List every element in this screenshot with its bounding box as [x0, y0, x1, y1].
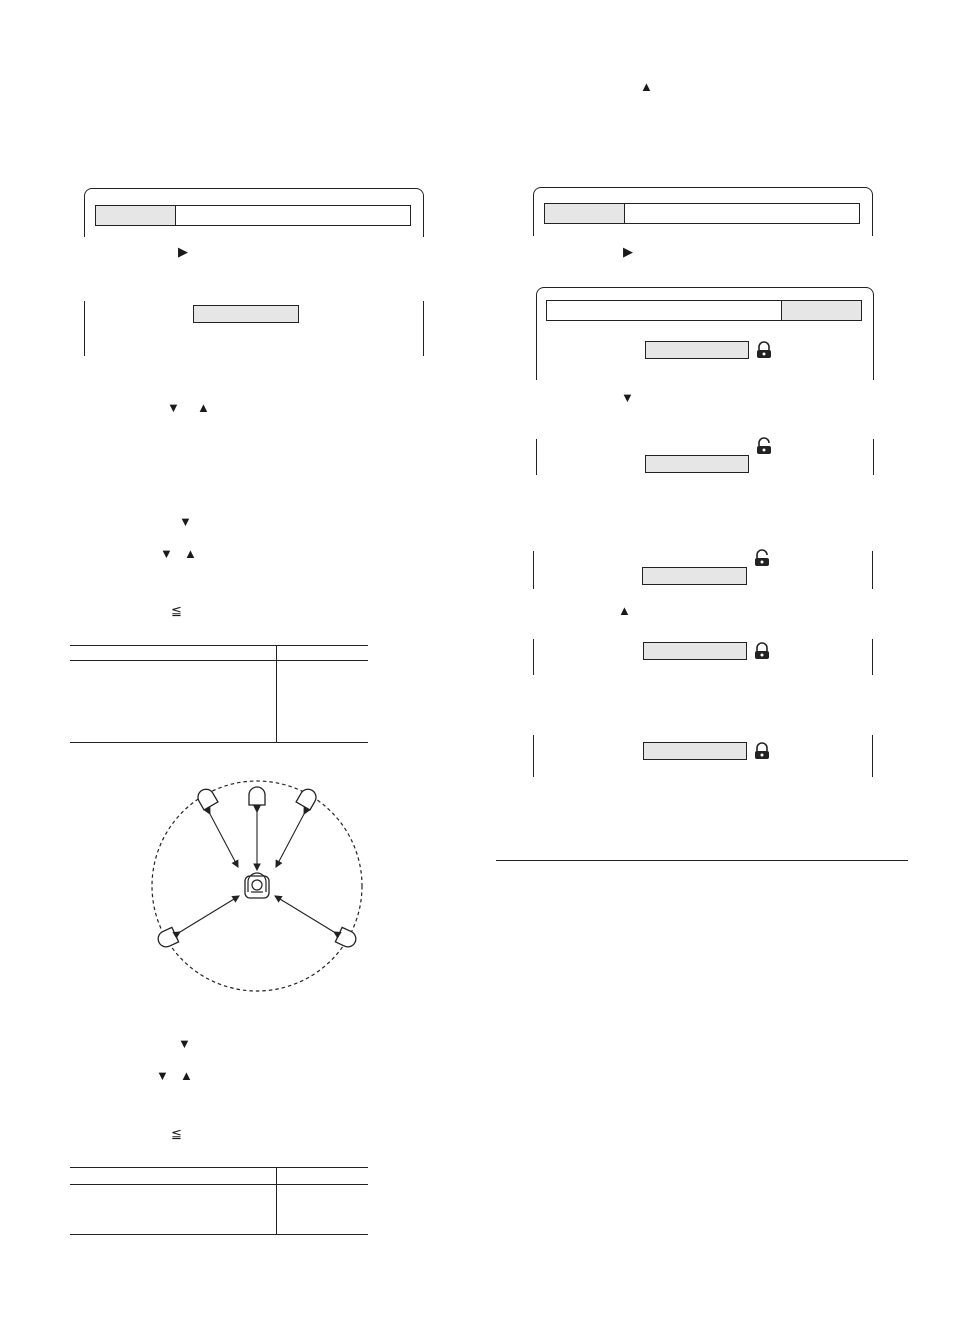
table-header-rule: [70, 660, 368, 661]
table-column-divider: [276, 1167, 277, 1234]
submenu-tab-highlight: [781, 301, 861, 320]
up-arrow-icon: ▲: [180, 1068, 193, 1083]
speaker-center-icon: [249, 787, 265, 805]
table-top-rule: [70, 1167, 368, 1168]
menu-tab-highlight: [545, 204, 625, 223]
table-bottom-rule: [70, 1234, 368, 1235]
lock-open-icon: [753, 549, 771, 567]
up-arrow-icon: ▲: [197, 400, 210, 415]
up-arrow-icon: ▲: [618, 603, 631, 618]
menu-title-bar: [544, 203, 860, 224]
password-field: [645, 455, 749, 473]
right-arrow-icon: ▶: [178, 244, 188, 259]
password-field: [642, 567, 747, 585]
up-arrow-icon: ▲: [640, 79, 653, 94]
leq-icon: ≦: [171, 603, 182, 618]
table-top-rule: [70, 645, 368, 646]
menu-title-bar: [95, 205, 411, 226]
lock-closed-icon: [755, 341, 773, 359]
table-header-rule: [70, 1184, 368, 1185]
down-arrow-icon: ▼: [621, 390, 634, 405]
down-arrow-icon: ▼: [156, 1068, 169, 1083]
down-arrow-icon: ▼: [160, 546, 173, 561]
table-column-divider: [276, 645, 277, 742]
leq-icon: ≦: [171, 1126, 182, 1141]
speaker-surround-right-icon: [335, 927, 358, 949]
down-arrow-icon: ▼: [178, 1036, 191, 1051]
up-arrow-icon: ▲: [184, 546, 197, 561]
listener-icon: [245, 873, 269, 898]
speaker-surround-left-icon: [156, 927, 179, 949]
down-arrow-icon: ▼: [167, 400, 180, 415]
password-field: [645, 341, 749, 359]
lock-closed-icon: [753, 642, 771, 660]
right-arrow-icon: ▶: [623, 244, 633, 259]
section-divider: [496, 860, 908, 861]
password-field: [643, 742, 747, 760]
submenu-title-bar: [546, 300, 862, 321]
password-field: [643, 642, 747, 660]
speaker-front-right-icon: [296, 786, 319, 810]
lock-closed-icon: [753, 742, 771, 760]
table-bottom-rule: [70, 742, 368, 743]
down-arrow-icon: ▼: [179, 514, 192, 529]
option-value-field: [193, 305, 299, 323]
lock-open-icon: [755, 437, 773, 455]
speaker-layout-diagram: [140, 770, 372, 1002]
menu-tab-highlight: [96, 206, 176, 225]
